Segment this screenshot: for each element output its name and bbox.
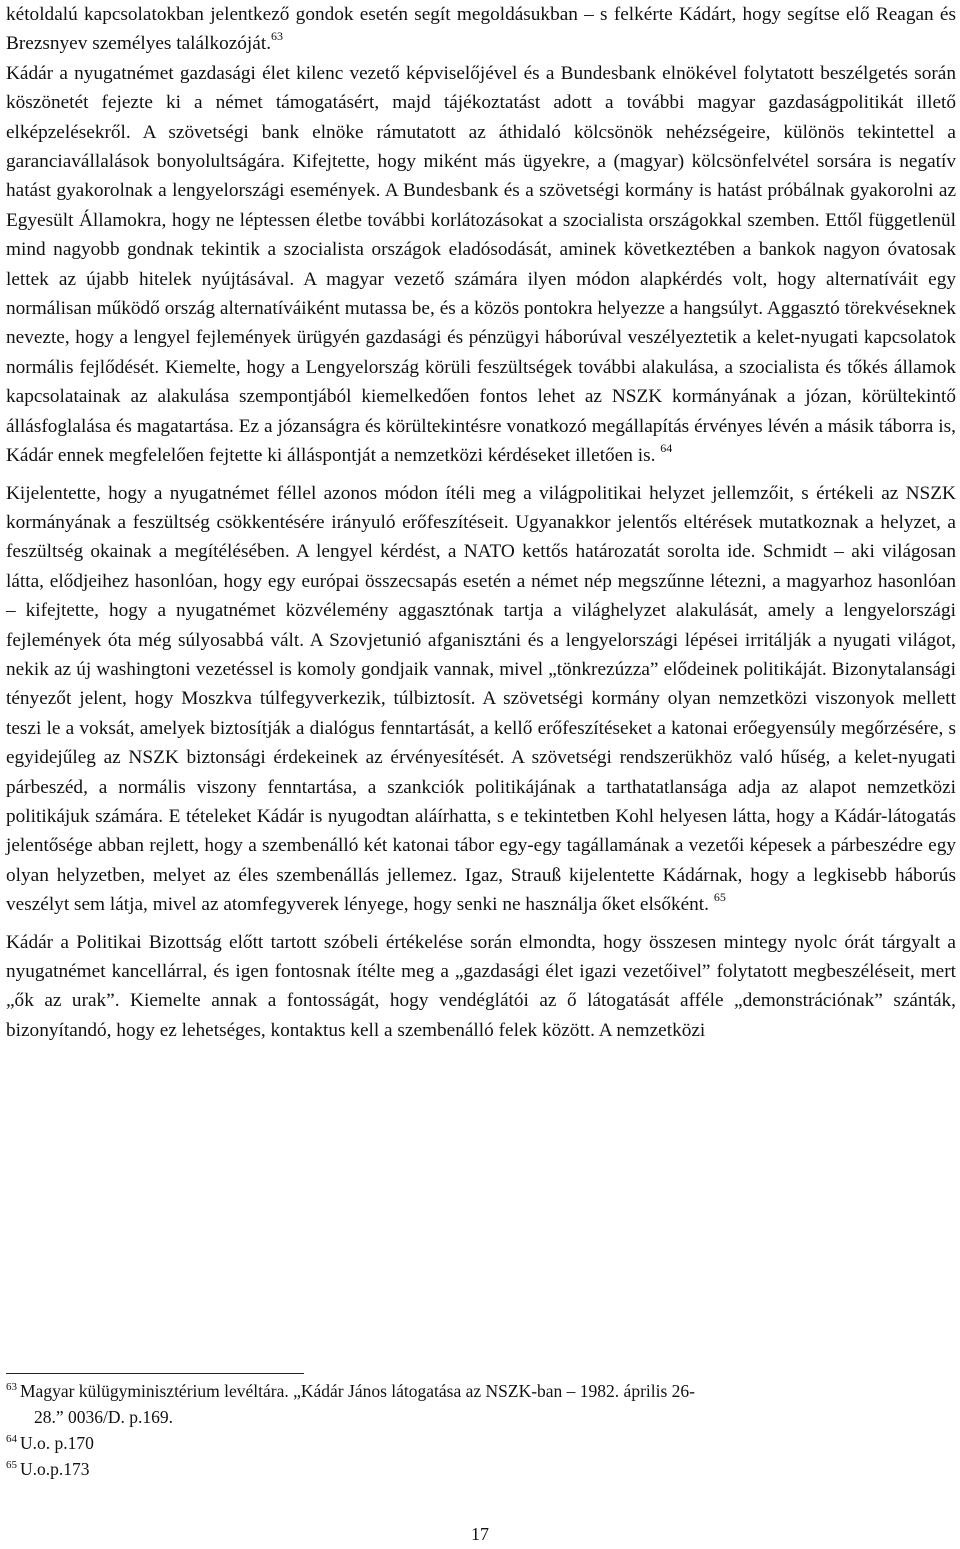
footnote-64 (6, 1430, 956, 1456)
paragraph-3 (6, 479, 956, 920)
paragraph-3-text: Kijelentette, hogy a nyugatnémet féllel azonos módon ítéli meg a világpolitikai helyzet jellemzőit, s értékeli az NSZK kormányának a feszültség csökkentésére irányuló erőfeszítéseit. Ugyanakkor jelentős eltérések mutatkoznak a helyzet, a feszültség okainak a megítélésében. A lengyel kérdést, a NATO kettős határozatát sorolta ide. Schmidt – aki világosan látta, elődjeihez hasonlóan, hogy egy európai összecsapás esetén a német nép megszűnne létezni, a magyarhoz hasonlóan – kifejtette, hogy a nyugatnémet közvélemény aggasztónak tartja a világhelyzet alakulását, amely a lengyelországi fejlemények óta még súlyosabbá vált. A Szovjetunió afganisztáni és a lengyelországi lépései irritálják a nyugati világot, nekik az új washingtoni vezetéssel is komoly gondjaik vannak, mivel „tönkrezúzza” elődeinek politikáját. Bizonytalansági tényezőt jelent, hogy Moszkva túlfegyverkezik, túlbiztosít. A szövetségi kormány olyan nemzetközi viszonyok mellett teszi le a voksát, amelyek biztosítják a dialógus fenntartását, a kellő erőfeszítéseket a katonai erőegyensúly megőrzésére, s egyidejűleg az NSZK biztonsági érdekeinek az érvényesítését. A szövetségi rendszerükhöz való hűség, a kelet-nyugati párbeszéd, a normális viszony fenntartása, a szankciók politikájának a tarthatatlansága adja az alapot nemzetközi politikájuk számára. E tételeket Kádár is nyugodtan aláírhatta, s e tekintetben Kohl helyesen látta, hogy a Kádár-látogatás jelentősége abban rejlett, hogy a szembenálló két katonai tábor egy-egy tagállamának a vezetői képesek a párbeszédre egy olyan helyzetben, melyet az éles szembenállás jellemez. Igaz, Strauß kijelentette Kádárnak, hogy a legkisebb háborús veszélyt sem látja, mivel az atomfegyverek lényege, hogy senki ne használja őket elsőként. (6, 482, 956, 916)
footnote-number: 64 (6, 1433, 17, 1446)
footnote-text: U.o.p.173 (20, 1459, 90, 1479)
footnote-text: Magyar külügyminisztérium levéltára. „Kádár János látogatása az NSZK-ban – 1982. április 26- (20, 1381, 696, 1401)
page-body (6, 0, 956, 1045)
footnote-number: 65 (6, 1459, 17, 1472)
paragraph-2 (6, 59, 956, 471)
paragraph-4-text: Kádár a Politikai Bizottság előtt tartott szóbeli értékelése során elmondta, hogy összesen mintegy nyolc órát tárgyalt a nyugatnémet kancellárral, és igen fontosnak ítélte meg a „gazdasági élet igazi vezetőivel” folytatott megbeszéléseit, mert „ők az urak”. Kiemelte annak a fontosságát, hogy vendéglátói az ő látogatását afféle „demonstrációnak” szánták, bizonyítandó, hogy ez lehetséges, kontaktus kell a szembenálló felek között. A nemzetközi (6, 931, 956, 1041)
paragraph-2-text: Kádár a nyugatnémet gazdasági élet kilenc vezető képviselőjével és a Bundesbank elnökével folytatott beszélgetés során köszönetét fejezte ki a német támogatásért, majd tájékoztatást adott a további magyar gazdaságpolitikát illető elképzelésekről. A szövetségi bank elnöke rámutatott az áthidaló kölcsönök nehézségeire, különös tekintettel a garanciavállalások bonyolultságára. Kifejtette, hogy miként más ügyekre, a (magyar) kölcsönfelvétel sorsára is negatív hatást gyakorolnak a lengyelországi események. A Bundesbank és a szövetségi kormány is hatást próbálnak gyakorolni az Egyesült Államokra, hogy ne léptessen életbe további korlátozásokat a szocialista országokkal szemben. Ettől függetlenül mind nagyobb gondnak tekintik a szocialista országok eladósodását, aminek következtében a bankok nagyon óvatosak lettek az újabb hitelek nyújtásával. A magyar vezető számára ilyen módon alapkérdés volt, hogy alternatíváit egy normálisan működő ország alternatíváiként mutassa be, és a közös pontokra helyezze a hangsúlyt. Aggasztó törekvéseknek nevezte, hogy a lengyel fejlemények ürügyén gazdasági és pénzügyi háborúval veszélyeztetik a kelet-nyugati kapcsolatok normális fejlődését. Kiemelte, hogy a Lengyelország körüli feszültségek további alakulása, a szocialista és tőkés államok kapcsolatainak az alakulása szempontjából kiemelkedően fontos lehet az NSZK kormányának a józan, körültekintő állásfoglalása és magatartása. Ez a józanságra és körültekintésre vonatkozó megállapítás érvényes lévén a másik táborra is, Kádár ennek megfelelően fejtette ki álláspontját a nemzetközi kérdéseket illetően is. (6, 62, 956, 467)
footnotes (6, 1378, 956, 1482)
footnote-ref-63[interactable]: 63 (271, 28, 284, 43)
footnote-65 (6, 1456, 956, 1482)
footnote-text: U.o. p.170 (20, 1433, 94, 1453)
paragraph-4 (6, 928, 956, 1046)
footnote-number: 63 (6, 1381, 17, 1394)
footnote-text-continued: 28.” 0036/D. p.169. (34, 1407, 174, 1427)
footnote-ref-64[interactable]: 64 (660, 440, 673, 455)
page-number: 17 (471, 1524, 489, 1544)
footnote-63 (6, 1378, 956, 1430)
footnote-ref-65[interactable]: 65 (713, 889, 726, 904)
footnote-divider (6, 1373, 304, 1374)
paragraph-1 (6, 0, 956, 59)
paragraph-1-text: kétoldalú kapcsolatokban jelentkező gondok esetén segít megoldásukban – s felkérte Kádárt, hogy segítse elő Reagan és Brezsnyev személyes találkozóját. (6, 4, 956, 55)
